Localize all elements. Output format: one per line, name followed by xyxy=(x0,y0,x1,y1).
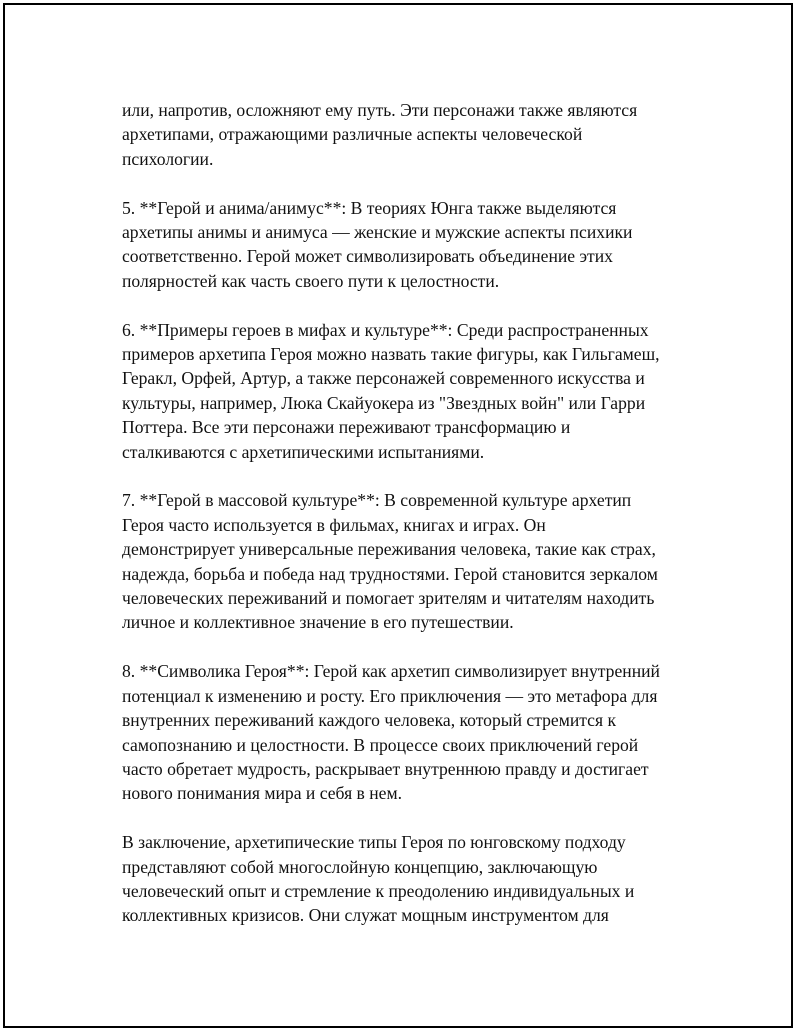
text-line: нового понимания мира и себя в нем. xyxy=(122,783,403,804)
text-line: полярностей как часть своего пути к целостности. xyxy=(122,270,500,291)
text-line: Геракл, Орфей, Артур, а также персонажей современного искусства и xyxy=(122,368,645,389)
text-line: 7. **Герой в массовой культуре**: В современной культуре архетип xyxy=(122,490,632,511)
text-line: часто обретает мудрость, раскрывает внутреннюю правду и достигает xyxy=(122,758,649,779)
text-line: архетипами, отражающими различные аспекты человеческой xyxy=(122,124,583,145)
paragraph-item-6 xyxy=(122,318,742,464)
text-line: В заключение, архетипические типы Героя по юнговскому подходу xyxy=(122,832,626,853)
paragraph-item-8 xyxy=(122,659,742,805)
text-line: сталкиваются с архетипическими испытаниями. xyxy=(122,441,485,462)
text-line: архетипы анимы и анимуса — женские и мужские аспекты психики xyxy=(122,222,633,243)
text-line: потенциал к изменению и росту. Его приключения — это метафора для xyxy=(122,685,658,706)
text-line: коллективных кризисов. Они служат мощным инструментом для xyxy=(122,905,609,926)
document-body xyxy=(122,98,742,952)
text-line: демонстрирует универсальные переживания человека, такие как страх, xyxy=(122,539,656,560)
text-line: самопознанию и целостности. В процессе своих приключений герой xyxy=(122,734,639,755)
text-line: психологии. xyxy=(122,148,214,169)
text-line: Поттера. Все эти персонажи переживают трансформацию и xyxy=(122,417,571,438)
text-line: Героя часто используется в фильмах, книгах и играх. Он xyxy=(122,514,546,535)
text-line: примеров архетипа Героя можно назвать такие фигуры, как Гильгамеш, xyxy=(122,344,660,365)
text-line: соответственно. Герой может символизировать объединение этих xyxy=(122,246,613,267)
page-frame xyxy=(3,3,793,1028)
paragraph-intro-continuation xyxy=(122,98,742,171)
text-line: 8. **Символика Героя**: Герой как архетип символизирует внутренний xyxy=(122,661,660,682)
text-line: человеческих переживаний и помогает зрителям и читателям находить xyxy=(122,588,655,609)
text-line: внутренних переживаний каждого человека, который стремится к xyxy=(122,710,617,731)
text-line: личное и коллективное значение в его путешествии. xyxy=(122,612,514,633)
text-line: или, напротив, осложняют ему путь. Эти персонажи также являются xyxy=(122,100,638,120)
text-line: надежда, борьба и победа над трудностями. Герой становится зеркалом xyxy=(122,563,658,584)
text-line: 5. **Герой и анима/анимус**: В теориях Юнга также выделяются xyxy=(122,197,617,218)
paragraph-item-7 xyxy=(122,488,742,634)
paragraph-conclusion xyxy=(122,830,742,928)
text-line: представляют собой многослойную концепцию, заключающую xyxy=(122,856,598,877)
paragraph-item-5 xyxy=(122,196,742,294)
text-line: культуры, например, Люка Скайуокера из "Звездных войн" или Гарри xyxy=(122,392,646,413)
text-line: человеческий опыт и стремление к преодолению индивидуальных и xyxy=(122,880,635,901)
text-line: 6. **Примеры героев в мифах и культуре**: Среди распространенных xyxy=(122,319,649,340)
